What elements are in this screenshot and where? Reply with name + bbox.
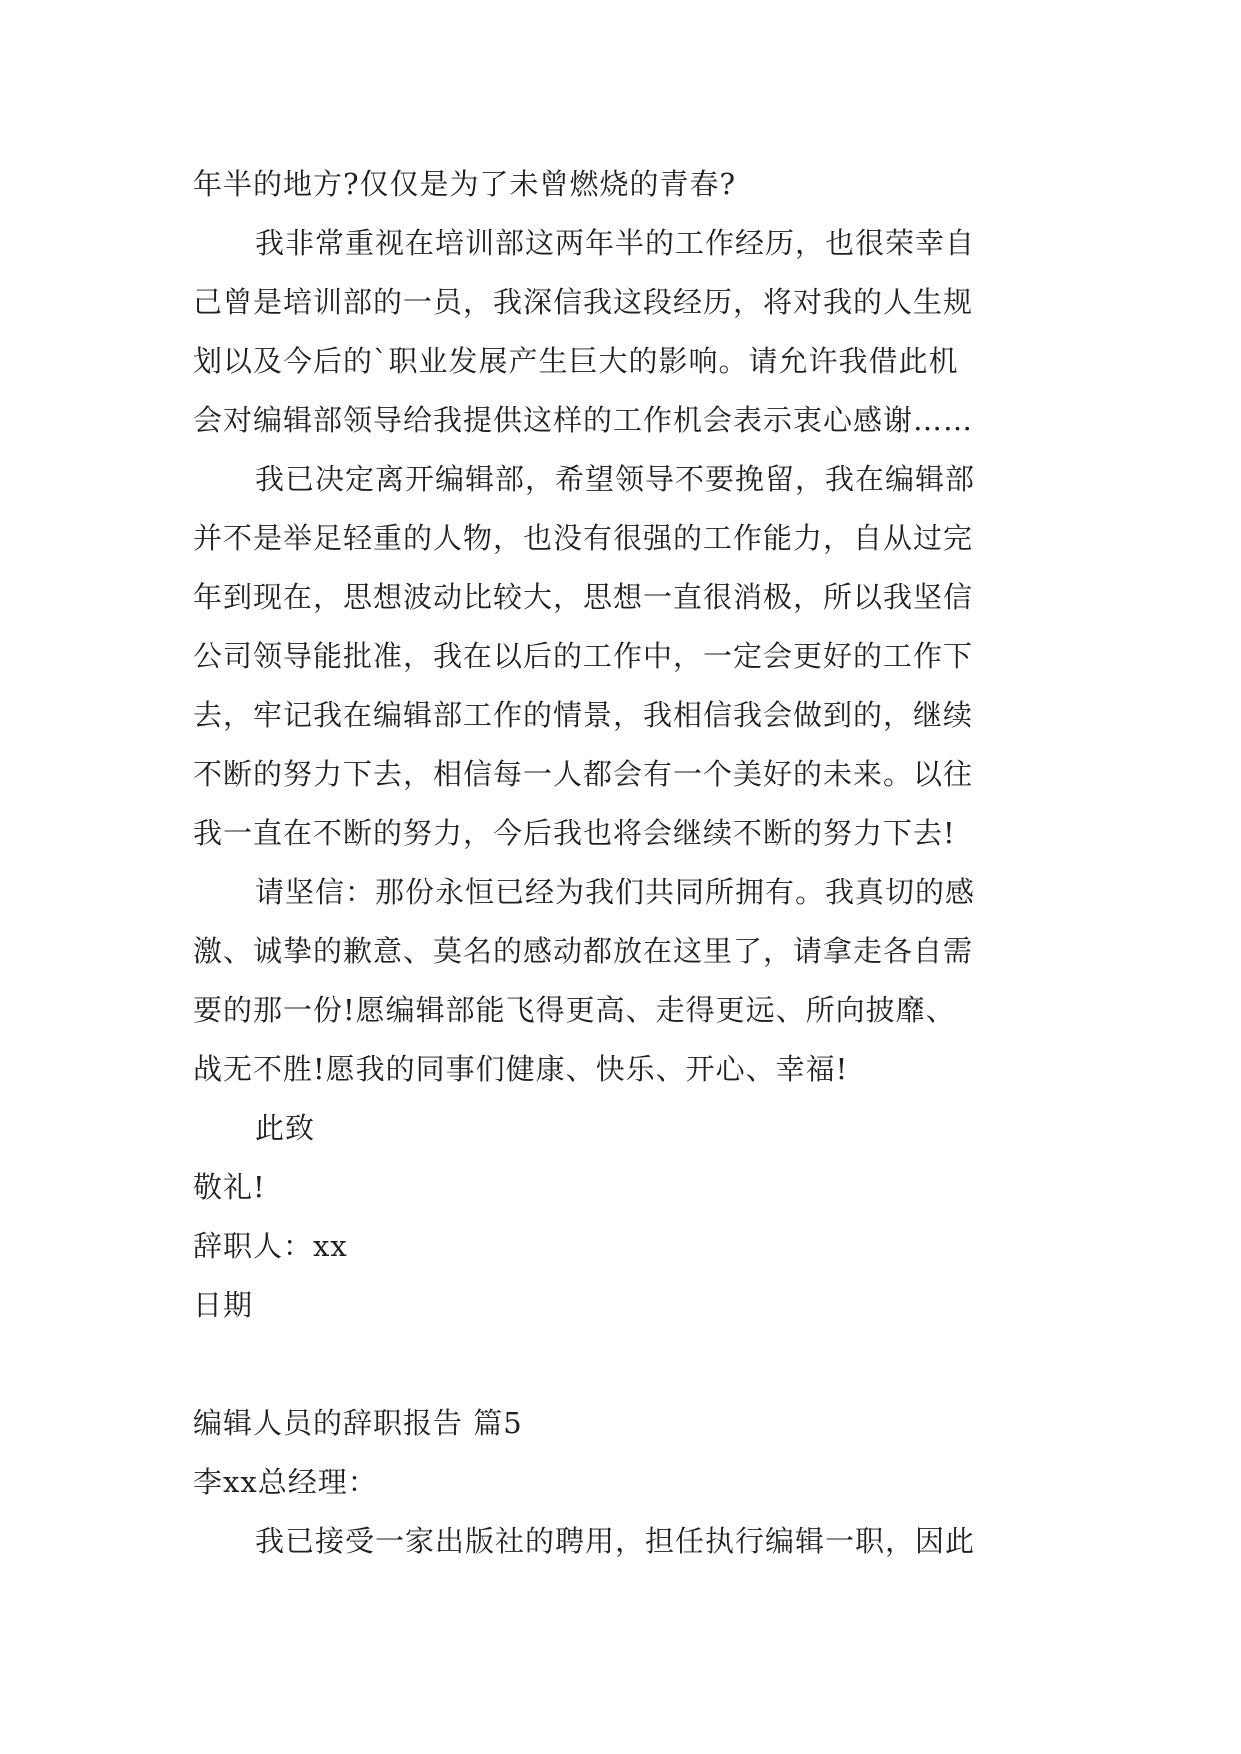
text-line: 我一直在不断的努力，今后我也将会继续不断的努力下去! (193, 816, 956, 850)
document-body (193, 155, 1053, 1571)
text-line: 会对编辑部领导给我提供这样的工作机会表示衷心感谢…… (193, 403, 974, 437)
signature-line: 辞职人：xx (193, 1229, 348, 1263)
text-line: 年到现在，思想波动比较大，思想一直很消极，所以我坚信 (193, 580, 974, 614)
section-title: 编辑人员的辞职报告 篇5 (193, 1406, 523, 1440)
text-line: 战无不胜!愿我的同事们健康、快乐、开心、幸福! (193, 1052, 849, 1086)
text-line: 我已决定离开编辑部，希望领导不要挽留，我在编辑部 (255, 462, 976, 496)
text-line: 我已接受一家出版社的聘用，担任执行编辑一职，因此 (255, 1524, 976, 1558)
text-line: 己曾是培训部的一员，我深信我这段经历，将对我的人生规 (193, 285, 974, 319)
text-line: 公司领导能批准，我在以后的工作中，一定会更好的工作下 (193, 639, 974, 673)
text-line: 要的那一份!愿编辑部能飞得更高、走得更远、所向披靡、 (193, 993, 956, 1027)
text-line: 年半的地方?仅仅是为了未曾燃烧的青春? (193, 167, 737, 201)
closing-greeting: 此致 (255, 1111, 316, 1145)
text-line: 我非常重视在培训部这两年半的工作经历，也很荣幸自 (255, 226, 976, 260)
text-line: 去，牢记我在编辑部工作的情景，我相信我会做到的，继续 (193, 698, 974, 732)
spacer (193, 1335, 1053, 1394)
date-line: 日期 (193, 1288, 254, 1322)
text-line: 划以及今后的`职业发展产生巨大的影响。请允许我借此机 (193, 344, 959, 378)
salutation: 李xx总经理： (193, 1465, 378, 1499)
text-line: 请坚信：那份永恒已经为我们共同所拥有。我真切的感 (255, 875, 976, 909)
closing-salute: 敬礼! (193, 1170, 266, 1204)
text-line: 并不是举足轻重的人物，也没有很强的工作能力，自从过完 (193, 521, 974, 555)
text-line: 激、诚挚的歉意、莫名的感动都放在这里了，请拿走各自需 (193, 934, 974, 968)
text-line: 不断的努力下去，相信每一人都会有一个美好的未来。以往 (193, 757, 974, 791)
